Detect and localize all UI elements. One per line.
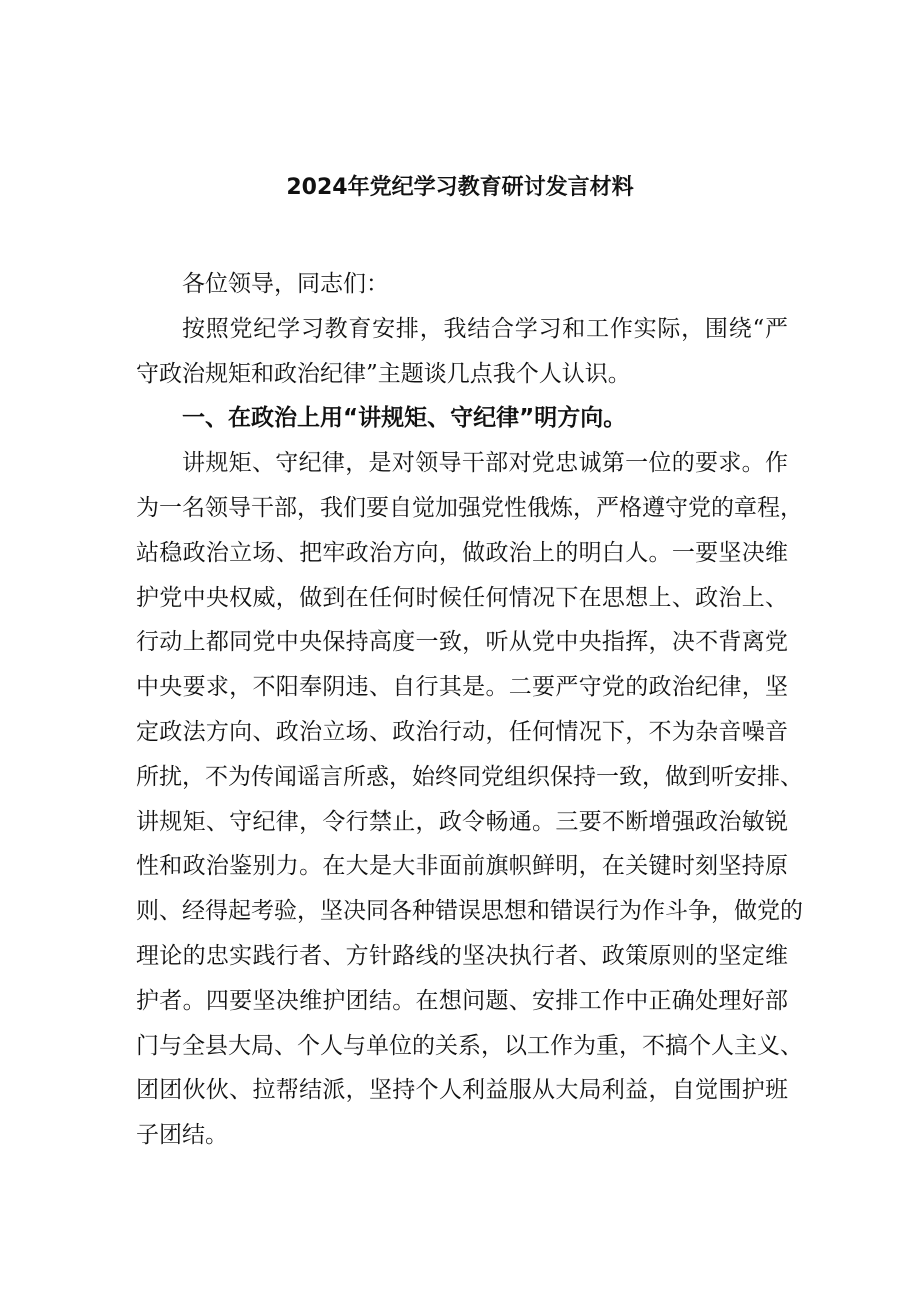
- document-body: [136, 262, 803, 1158]
- paragraph-line: 讲规矩、守纪律，是对领导干部对党忠诚第一位的要求。作: [182, 450, 788, 477]
- paragraph-line: 护者。四要坚决维护团结。在想问题、安排工作中正确处理好部: [136, 987, 788, 1014]
- paragraph-line: 中央要求，不阳奉阴违、自行其是。二要严守党的政治纪律，坚: [136, 674, 788, 701]
- paragraph-line: 门与全县大局、个人与单位的关系，以工作为重，不搞个人主义、: [136, 1032, 803, 1059]
- paragraph-line: 站稳政治立场、把牢政治方向，做政治上的明白人。一要坚决维: [136, 539, 788, 566]
- paragraph-line: 子团结。: [136, 1122, 228, 1149]
- paragraph-line: 团团伙伙、拉帮结派，坚持个人利益服从大局利益，自觉围护班: [136, 1077, 788, 1104]
- intro-line: 按照党纪学习教育安排，我结合学习和工作实际，围绕“严: [182, 315, 788, 342]
- paragraph-line: 行动上都同党中央保持高度一致，听从党中央指挥，决不背离党: [136, 629, 788, 656]
- paragraph-line: 则、经得起考验，坚决同各种错误思想和错误行为作斗争，做党的: [136, 898, 803, 925]
- paragraph-line: 所扰，不为传闻谣言所惑，始终同党组织保持一致，做到听安排、: [136, 763, 803, 790]
- salutation: 各位领导，同志们：: [182, 271, 389, 297]
- document-title: 2024年党纪学习教育研讨发言材料: [286, 175, 634, 200]
- paragraph-line: 理论的忠实践行者、方针路线的坚决执行者、政策原则的坚定维: [136, 942, 788, 969]
- paragraph-line: 讲规矩、守纪律，令行禁止，政令畅通。三要不断增强政治敏锐: [136, 808, 788, 835]
- paragraph-line: 护党中央权威，做到在任何时候任何情况下在思想上、政治上、: [136, 584, 788, 611]
- paragraph-line: 为一名领导干部，我们要自觉加强党性俄炼，严格遵守党的章程，: [136, 494, 803, 521]
- paragraph-line: 定政法方向、政治立场、政治行动，任何情况下，不为杂音噪音: [136, 718, 788, 745]
- intro-line: 守政治规矩和政治纪律”主题谈几点我个人认识。: [136, 360, 631, 387]
- paragraph-line: 性和政治鉴别力。在大是大非面前旗帜鲜明，在关键时刻坚持原: [136, 853, 788, 880]
- section-heading: 一、在政治上用“讲规矩、守纪律”明方向。: [182, 405, 627, 432]
